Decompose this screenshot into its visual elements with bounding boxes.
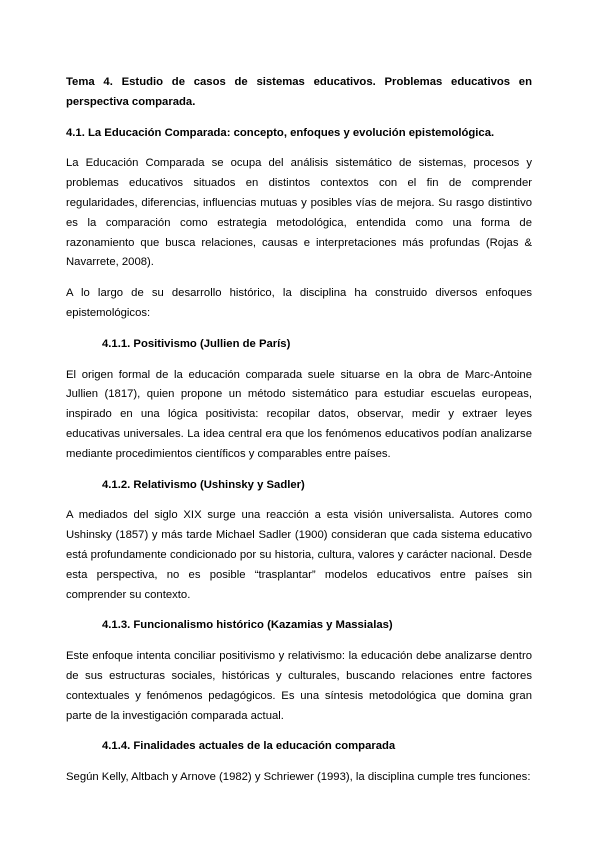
subsection-heading-finalidades: 4.1.4. Finalidades actuales de la educación comparada xyxy=(102,740,396,753)
subsection-text-finalidades: Según Kelly, Altbach y Arnove (1982) y Schriewer (1993), la disciplina cumple tres funciones: xyxy=(66,771,531,784)
section-heading: 4.1. La Educación Comparada: concepto, enfoques y evolución epistemológica. xyxy=(66,126,495,139)
document-title: Tema 4. Estudio de casos de sistemas educativos. Problemas educativos en perspectiva comparada. xyxy=(66,76,532,108)
subsection-text-funcionalismo: Este enfoque intenta conciliar positivismo y relativismo: la educación debe analizarse dentro de sus estructuras sociales, históricas y culturales, buscando relaciones entre factores contextuales y fenómenos pedagógicos. Es una síntesis metodológica que domina gran parte de la investigación comparada actual. xyxy=(66,650,532,722)
subsection-text-positivismo: El origen formal de la educación comparada suele situarse en la obra de Marc-Antoine Jullien (1817), quien propone un método sistemático para estudiar escuelas europeas, inspirado en una lógica positivista: recopilar datos, observar, medir y extraer leyes educativas universales. La idea central era que los fenómenos educativos podían analizarse mediante procedimientos científicos y comparables entre países. xyxy=(66,368,532,460)
document-page xyxy=(66,73,532,788)
subsection-heading-funcionalismo: 4.1.3. Funcionalismo histórico (Kazamias y Massialas) xyxy=(102,619,393,632)
subsection-heading-relativismo: 4.1.2. Relativismo (Ushinsky y Sadler) xyxy=(102,478,305,491)
subsection-heading-positivismo: 4.1.1. Positivismo (Jullien de París) xyxy=(102,337,291,350)
subsection-text-relativismo: A mediados del siglo XIX surge una reacción a esta visión universalista. Autores como Ushinsky (1857) y más tarde Michael Sadler (1900) consideran que cada sistema educativo está profundamente condicionado por su historia, cultura, valores y carácter nacional. Desde esta perspectiva, no es posible “trasplantar” modelos educativos entre países sin comprender su contexto. xyxy=(66,509,532,601)
intro-paragraph: La Educación Comparada se ocupa del análisis sistemático de sistemas, procesos y problemas educativos situados en distintos contextos con el fin de comprender regularidades, diferencias, influencias mutuas y posibles vías de mejora. Su rasgo distintivo es la comparación como estrategia metodológica, entendida como una forma de razonamiento que busca relaciones, causas e interpretaciones más profundas (Rojas & Navarrete, 2008). xyxy=(66,157,532,269)
intro-paragraph: A lo largo de su desarrollo histórico, la disciplina ha construido diversos enfoques epistemológicos: xyxy=(66,287,532,319)
